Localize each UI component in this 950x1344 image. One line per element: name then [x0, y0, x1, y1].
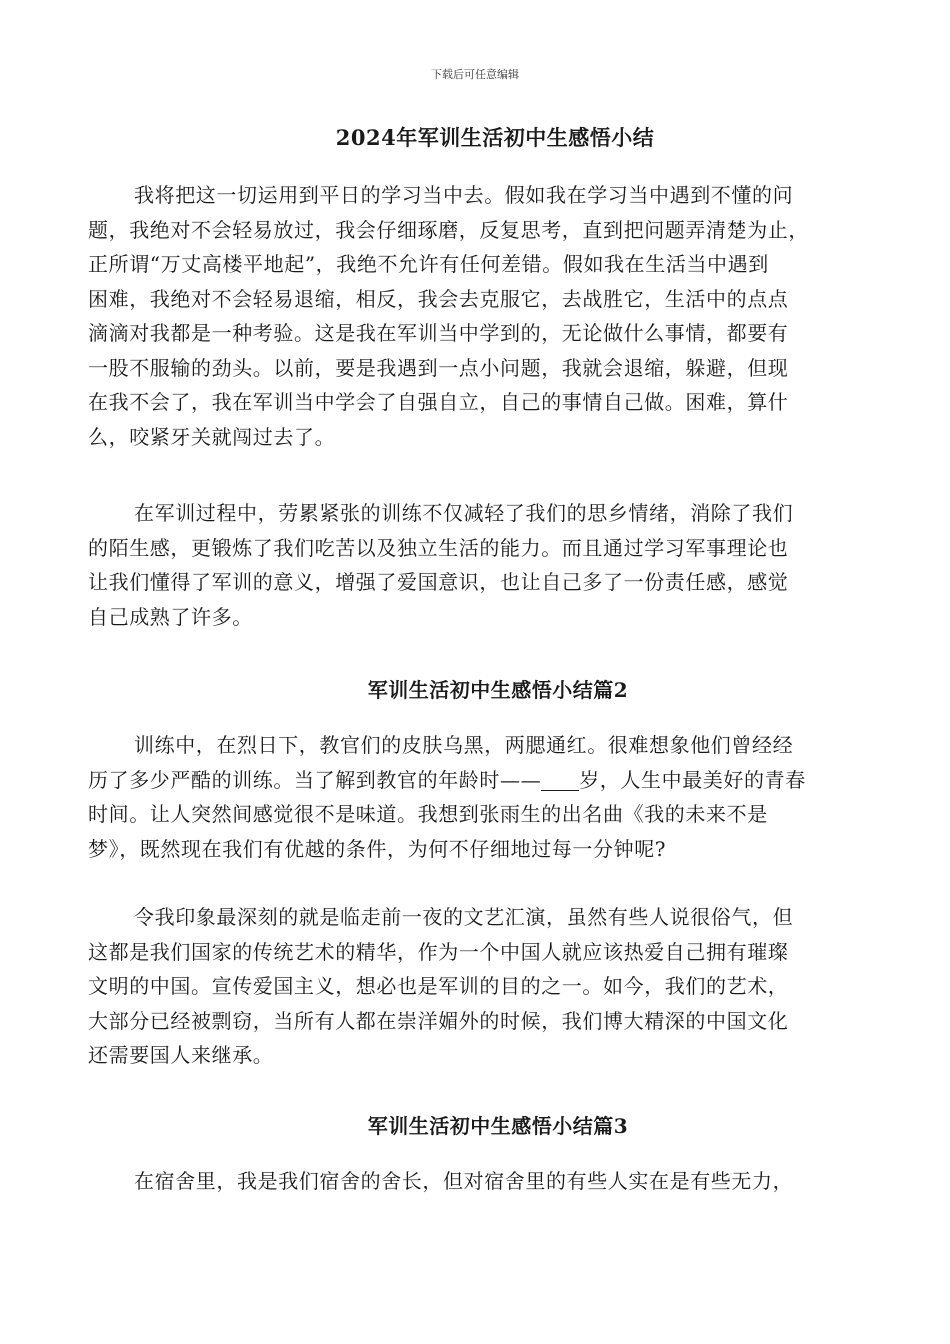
paragraph-5 — [88, 1164, 858, 1199]
section-heading-2: 军训生活初中生感悟小结篇2 — [367, 678, 629, 702]
paragraph-line: 正所谓“万丈高楼平地起”，我绝不允许有任何差错。假如我在生活当中遇到 — [88, 252, 769, 276]
paragraph-line: 梦》，既然现在我们有优越的条件，为何不仔细地过每一分钟呢? — [88, 836, 667, 861]
paragraph-3 — [88, 728, 858, 866]
paragraph-line: 让我们懂得了军训的意义，增强了爱国意识，也让自己多了一份责任感，感觉 — [88, 570, 789, 594]
paragraph-1 — [88, 178, 858, 454]
paragraph-line: 题，我绝对不会轻易放过，我会仔细琢磨，反复思考，直到把问题弄清楚为止， — [88, 217, 809, 242]
paragraph-line: 我将把这一切运用到平日的学习当中去。假如我在学习当中遇到不懂的问 — [134, 183, 794, 207]
paragraph-line: 困难，我绝对不会轻易退缩，相反，我会去克服它，去战胜它，生活中的点点 — [88, 286, 789, 311]
fill-in-blank — [541, 770, 579, 791]
paragraph-line: 在军训过程中，劳累紧张的训练不仅减轻了我们的思乡情绪，消除了我们 — [134, 501, 794, 525]
paragraph-text: 岁，人生中最美好的青春 — [579, 767, 806, 792]
header-note: 下载后可任意编辑 — [431, 68, 519, 81]
paragraph-line: 时间。让人突然间感觉很不是味道。我想到张雨生的出名曲《我的未来不是 — [88, 802, 768, 826]
paragraph-line: 训练中，在烈日下，教官们的皮肤乌黑，两腮通红。很难想象他们曾经经 — [134, 733, 794, 757]
paragraph-line: 这都是我们国家的传统艺术的精华，作为一个中国人就应该热爱自己拥有璀璨 — [88, 939, 789, 964]
paragraph-line: 大部分已经被剽窃，当所有人都在崇洋媚外的时候，我们博大精深的中国文化 — [88, 1008, 789, 1033]
paragraph-line: 在我不会了，我在军训当中学会了自强自立，自己的事情自己做。困难，算什 — [88, 390, 789, 414]
paragraph-line: 在宿舍里，我是我们宿舍的舍长，但对宿舍里的有些人实在是有些无力， — [134, 1169, 794, 1193]
paragraph-line: 一股不服输的劲头。以前，要是我遇到一点小问题，我就会退缩，躲避，但现 — [88, 355, 789, 380]
paragraph-line: 滴滴对我都是一种考验。这是我在军训当中学到的，无论做什么事情，都要有 — [88, 321, 789, 345]
paragraph-line: 么，咬紧牙关就闯过去了。 — [88, 424, 336, 449]
paragraph-line: 自己成熟了许多。 — [88, 604, 253, 629]
paragraph-line: 还需要国人来继承。 — [88, 1043, 274, 1067]
paragraph-4 — [88, 900, 858, 1073]
paragraph-line: 文明的中国。宣传爱国主义，想必也是军训的目的之一。如今，我们的艺术， — [88, 974, 789, 998]
paragraph-text: 历了多少严酷的训练。当了解到教官的年龄时—— — [88, 767, 542, 792]
document-title: 2024年军训生活初中生感悟小结 — [335, 125, 655, 150]
paragraph-line — [88, 763, 858, 798]
paragraph-2 — [88, 496, 858, 634]
paragraph-line: 令我印象最深刻的就是临走前一夜的文艺汇演，虽然有些人说很俗气，但 — [134, 905, 794, 929]
section-heading-3: 军训生活初中生感悟小结篇3 — [367, 1114, 629, 1138]
paragraph-line: 的陌生感，更锻炼了我们吃苦以及独立生活的能力。而且通过学习军事理论也 — [88, 535, 789, 560]
